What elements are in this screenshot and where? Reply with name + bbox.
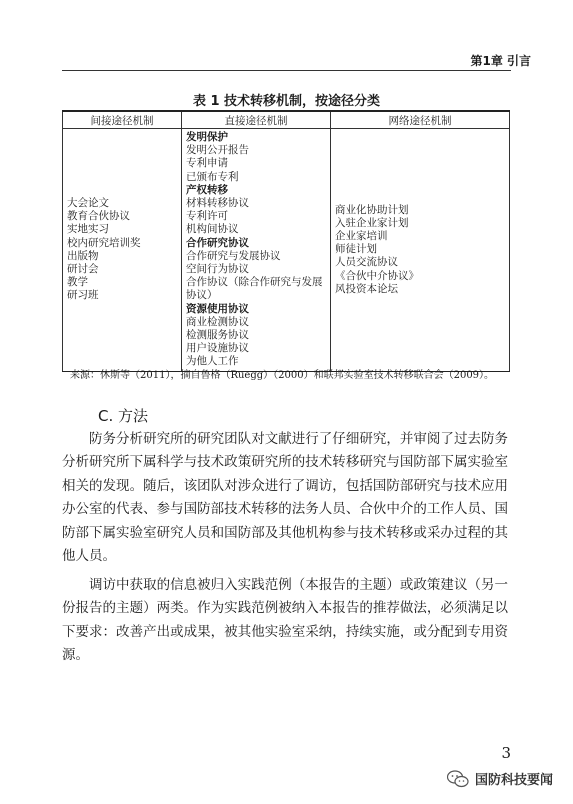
indirect-item: 研讨会: [67, 263, 99, 276]
section-heading: C. 方法: [98, 407, 149, 425]
direct-item: 发明公开报告: [186, 144, 249, 157]
header-rule: [62, 70, 511, 71]
direct-category: 产权转移: [186, 183, 228, 196]
table-title: 表 1 技术转移机制，按途径分类: [192, 94, 381, 109]
direct-item: 机构间协议: [186, 223, 239, 236]
network-item: 师徒计划: [335, 243, 377, 256]
direct-item: 已颁布专利: [186, 170, 239, 183]
indirect-item: 校内研究培训奖: [67, 236, 141, 249]
network-item: 风投资本论坛: [335, 282, 398, 295]
mechanism-table: [62, 110, 510, 372]
direct-item: 用户设施协议: [186, 342, 249, 355]
body-paragraph: 调访中获取的信息被归入实践范例（本报告的主题）或政策建议（另一份报告的主题）两类。作为实践范例被纳入本报告的推荐做法，必须满足以下要求：改善产出或成果，被其他实验室采纳，持续实施，或分配到专用资源。: [62, 577, 508, 664]
direct-category: 资源使用协议: [186, 302, 249, 315]
direct-item: 材料转移协议: [186, 197, 249, 210]
direct-category: 合作研究协议: [186, 236, 249, 249]
network-item: 入驻企业家计划: [335, 216, 409, 229]
col-header-network: 网络途径机制: [331, 111, 510, 129]
col-header-direct: 直接途径机制: [182, 111, 331, 129]
indirect-item: 教学: [67, 276, 88, 289]
network-cell: [331, 129, 510, 372]
direct-item: 商业检测协议: [186, 315, 249, 328]
direct-category: 发明保护: [186, 131, 228, 143]
direct-item: 专利许可: [186, 210, 228, 223]
chapter-header: 第1章 引言: [470, 54, 531, 68]
direct-item: 合作协议（除合作研究与发展协议）: [186, 276, 323, 302]
direct-item: 合作研究与发展协议: [186, 249, 281, 262]
network-item: 企业家培训: [335, 230, 388, 243]
direct-item: 空间行为协议: [186, 263, 249, 276]
direct-item: 专利申请: [186, 157, 228, 170]
indirect-item: 大会论文: [67, 197, 109, 210]
network-item: 人员交流协议: [335, 256, 398, 269]
col-header-indirect: 间接途径机制: [63, 111, 182, 129]
indirect-item: 教育合伙协议: [67, 210, 130, 223]
direct-cell: [182, 129, 331, 372]
direct-item: 检测服务协议: [186, 329, 249, 342]
indirect-cell: [63, 129, 182, 372]
table-source-note: 来源：休斯等（2011），摘自鲁格（Ruegg）（2000）和联邦实验室技术转移联合会（2009）。: [70, 370, 495, 381]
body-paragraph: 防务分析研究所的研究团队对文献进行了仔细研究，并审阅了过去防务分析研究所下属科学与技术政策研究所的技术转移研究与国防部下属实验室相关的发现。随后，该团队对涉众进行了调访，包括国防部研究与技术应用办公室的代表、参与国防部技术转移的法务人员、合伙中介的工作人员、国防部下属实验室研究人员和国防部及其他机构参与技术转移或采办过程的其他人员。: [62, 431, 508, 565]
network-item: 商业化协助计划: [335, 203, 409, 216]
watermark-text: 国防科技要闻: [474, 773, 553, 788]
direct-item: 为他人工作: [186, 355, 239, 368]
wechat-icon: [447, 770, 469, 788]
page-number: 3: [501, 744, 511, 762]
watermark: [447, 769, 553, 788]
network-item: 《合伙中介协议》: [335, 269, 419, 282]
indirect-item: 研习班: [67, 289, 99, 302]
indirect-item: 实地实习: [67, 223, 109, 236]
indirect-item: 出版物: [67, 249, 99, 262]
